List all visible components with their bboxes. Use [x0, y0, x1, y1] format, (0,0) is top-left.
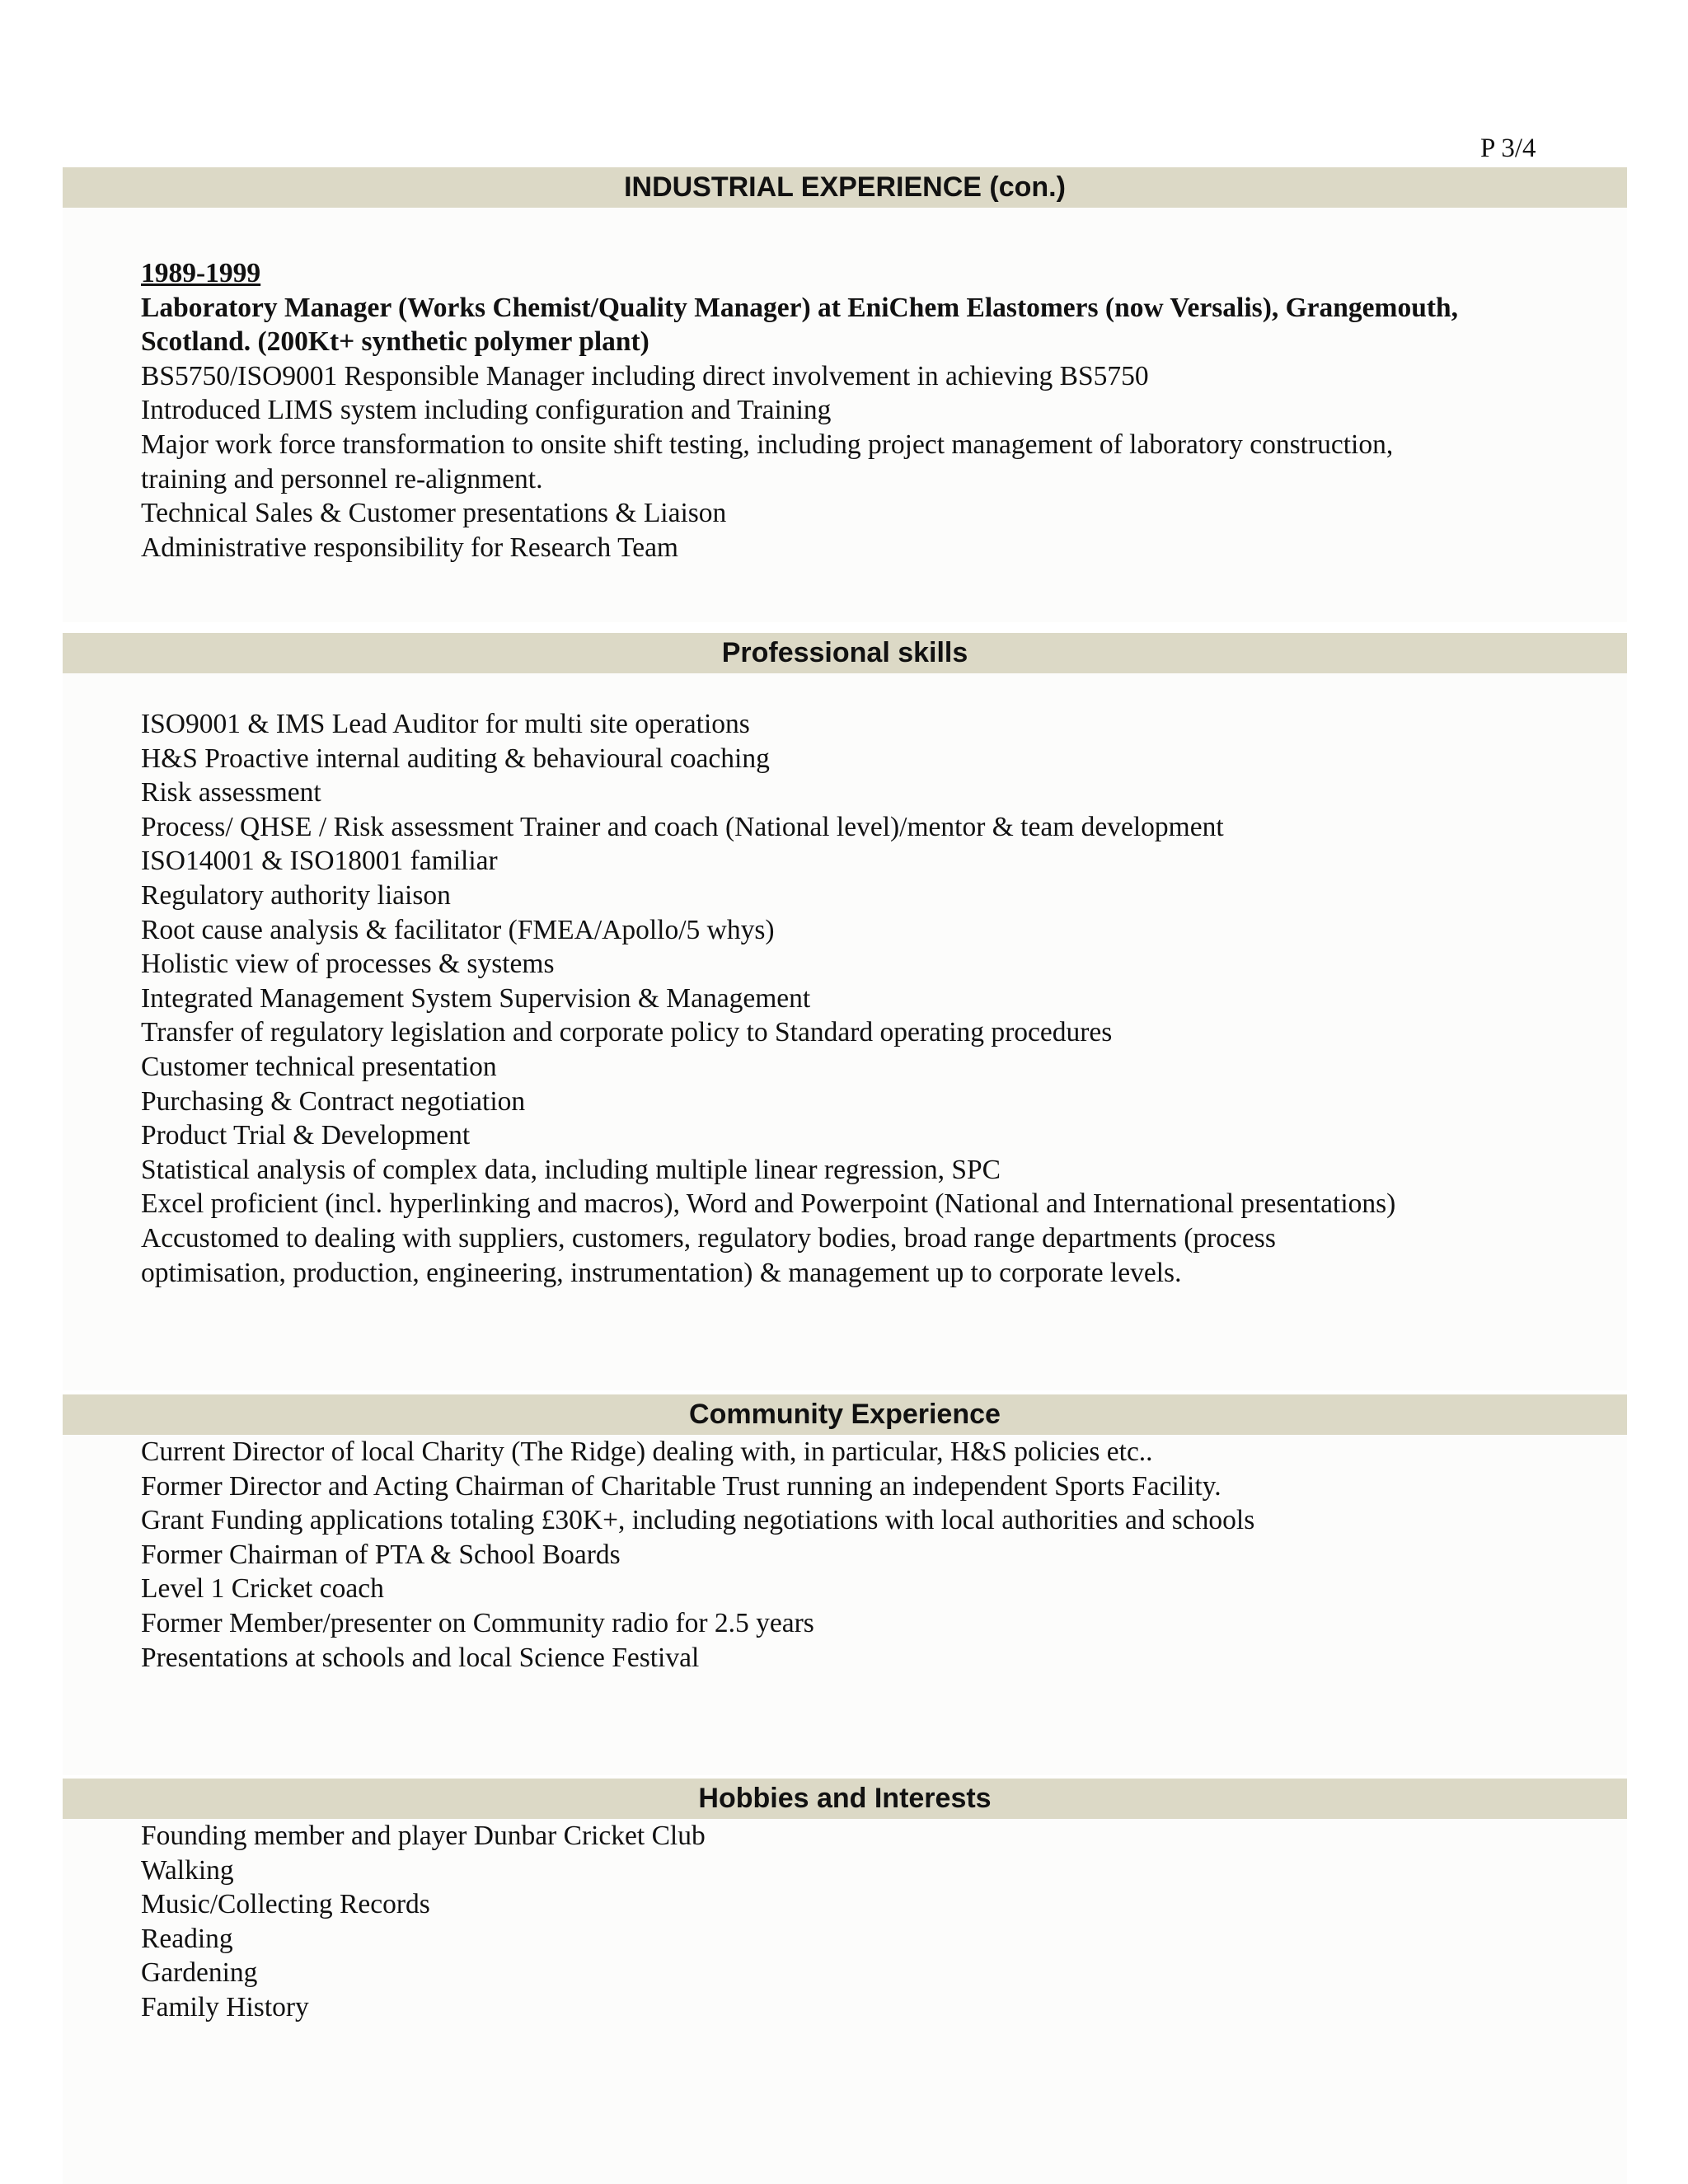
- skill-item: Accustomed to dealing with suppliers, customers, regulatory bodies, broad range departments (process: [141, 1222, 1276, 1254]
- community-item: Level 1 Cricket coach: [141, 1573, 384, 1605]
- skill-item: Holistic view of processes & systems: [141, 949, 555, 980]
- hobby-item: Founding member and player Dunbar Cricket Club: [141, 1821, 706, 1851]
- hobbies-heading: Hobbies and Interests: [63, 1779, 1627, 1819]
- skill-item: Customer technical presentation: [141, 1051, 497, 1082]
- skill-item: Statistical analysis of complex data, including multiple linear regression, SPC: [141, 1154, 1001, 1185]
- skills-section: [141, 707, 1616, 1290]
- skill-item: Process/ QHSE / Risk assessment Trainer and coach (National level)/mentor & team development: [141, 811, 1224, 842]
- skill-item: Risk assessment: [141, 777, 321, 808]
- hobby-item: Family History: [141, 1991, 309, 2022]
- community-item: Grant Funding applications totaling £30K+, including negotiations with local authorities and schools: [141, 1505, 1255, 1536]
- skill-item: Transfer of regulatory legislation and corporate policy to Standard operating procedures: [141, 1017, 1113, 1048]
- community-item: Former Chairman of PTA & School Boards: [141, 1539, 621, 1570]
- hobby-item: Reading: [141, 1923, 233, 1954]
- duty-line: Technical Sales & Customer presentations & Liaison: [141, 498, 727, 529]
- employment-date: 1989-1999: [141, 258, 261, 288]
- page-number: P 3/4: [1480, 134, 1536, 163]
- industrial-heading: INDUSTRIAL EXPERIENCE (con.): [63, 167, 1627, 208]
- community-item: Former Member/presenter on Community radio for 2.5 years: [141, 1607, 814, 1638]
- skill-item: optimisation, production, engineering, instrumentation) & management up to corporate levels.: [141, 1257, 1182, 1288]
- community-item: Current Director of local Charity (The Ridge) dealing with, in particular, H&S policies etc..: [141, 1436, 1153, 1467]
- skills-heading: Professional skills: [63, 633, 1627, 673]
- hobby-item: Walking: [141, 1854, 234, 1886]
- community-section: [141, 1435, 1616, 1675]
- skill-item: ISO14001 & ISO18001 familiar: [141, 846, 498, 877]
- skill-item: Excel proficient (incl. hyperlinking and macros), Word and Powerpoint (National and International presentations): [141, 1188, 1396, 1220]
- skill-item: Root cause analysis & facilitator (FMEA/Apollo/5 whys): [141, 914, 775, 945]
- duty-line: Introduced LIMS system including configuration and Training: [141, 395, 832, 426]
- hobby-item: Music/Collecting Records: [141, 1889, 430, 1920]
- job-title: Laboratory Manager (Works Chemist/Quality Manager) at EniChem Elastomers (now Versalis), Grangemouth,: [141, 292, 1458, 323]
- skill-item: Regulatory authority liaison: [141, 879, 451, 911]
- duty-line: training and personnel re-alignment.: [141, 463, 543, 494]
- skill-item: ISO9001 & IMS Lead Auditor for multi site operations: [141, 709, 750, 739]
- industrial-section: [141, 256, 1616, 565]
- skill-item: Product Trial & Development: [141, 1120, 471, 1151]
- skill-item: Integrated Management System Supervision & Management: [141, 982, 811, 1014]
- duty-line: BS5750/ISO9001 Responsible Manager including direct involvement in achieving BS5750: [141, 360, 1149, 391]
- duty-line: Administrative responsibility for Research Team: [141, 532, 678, 563]
- skill-item: Purchasing & Contract negotiation: [141, 1085, 526, 1117]
- community-heading: Community Experience: [63, 1394, 1627, 1435]
- hobby-item: Gardening: [141, 1957, 258, 1989]
- community-item: Presentations at schools and local Science Festival: [141, 1642, 700, 1673]
- duty-line: Major work force transformation to onsite shift testing, including project management of laboratory construction,: [141, 429, 1394, 460]
- hobbies-section: [141, 1819, 1616, 2025]
- community-item: Former Director and Acting Chairman of Charitable Trust running an independent Sports Facility.: [141, 1470, 1221, 1502]
- job-title: Scotland. (200Kt+ synthetic polymer plant): [141, 326, 649, 358]
- skill-item: H&S Proactive internal auditing & behavioural coaching: [141, 743, 770, 774]
